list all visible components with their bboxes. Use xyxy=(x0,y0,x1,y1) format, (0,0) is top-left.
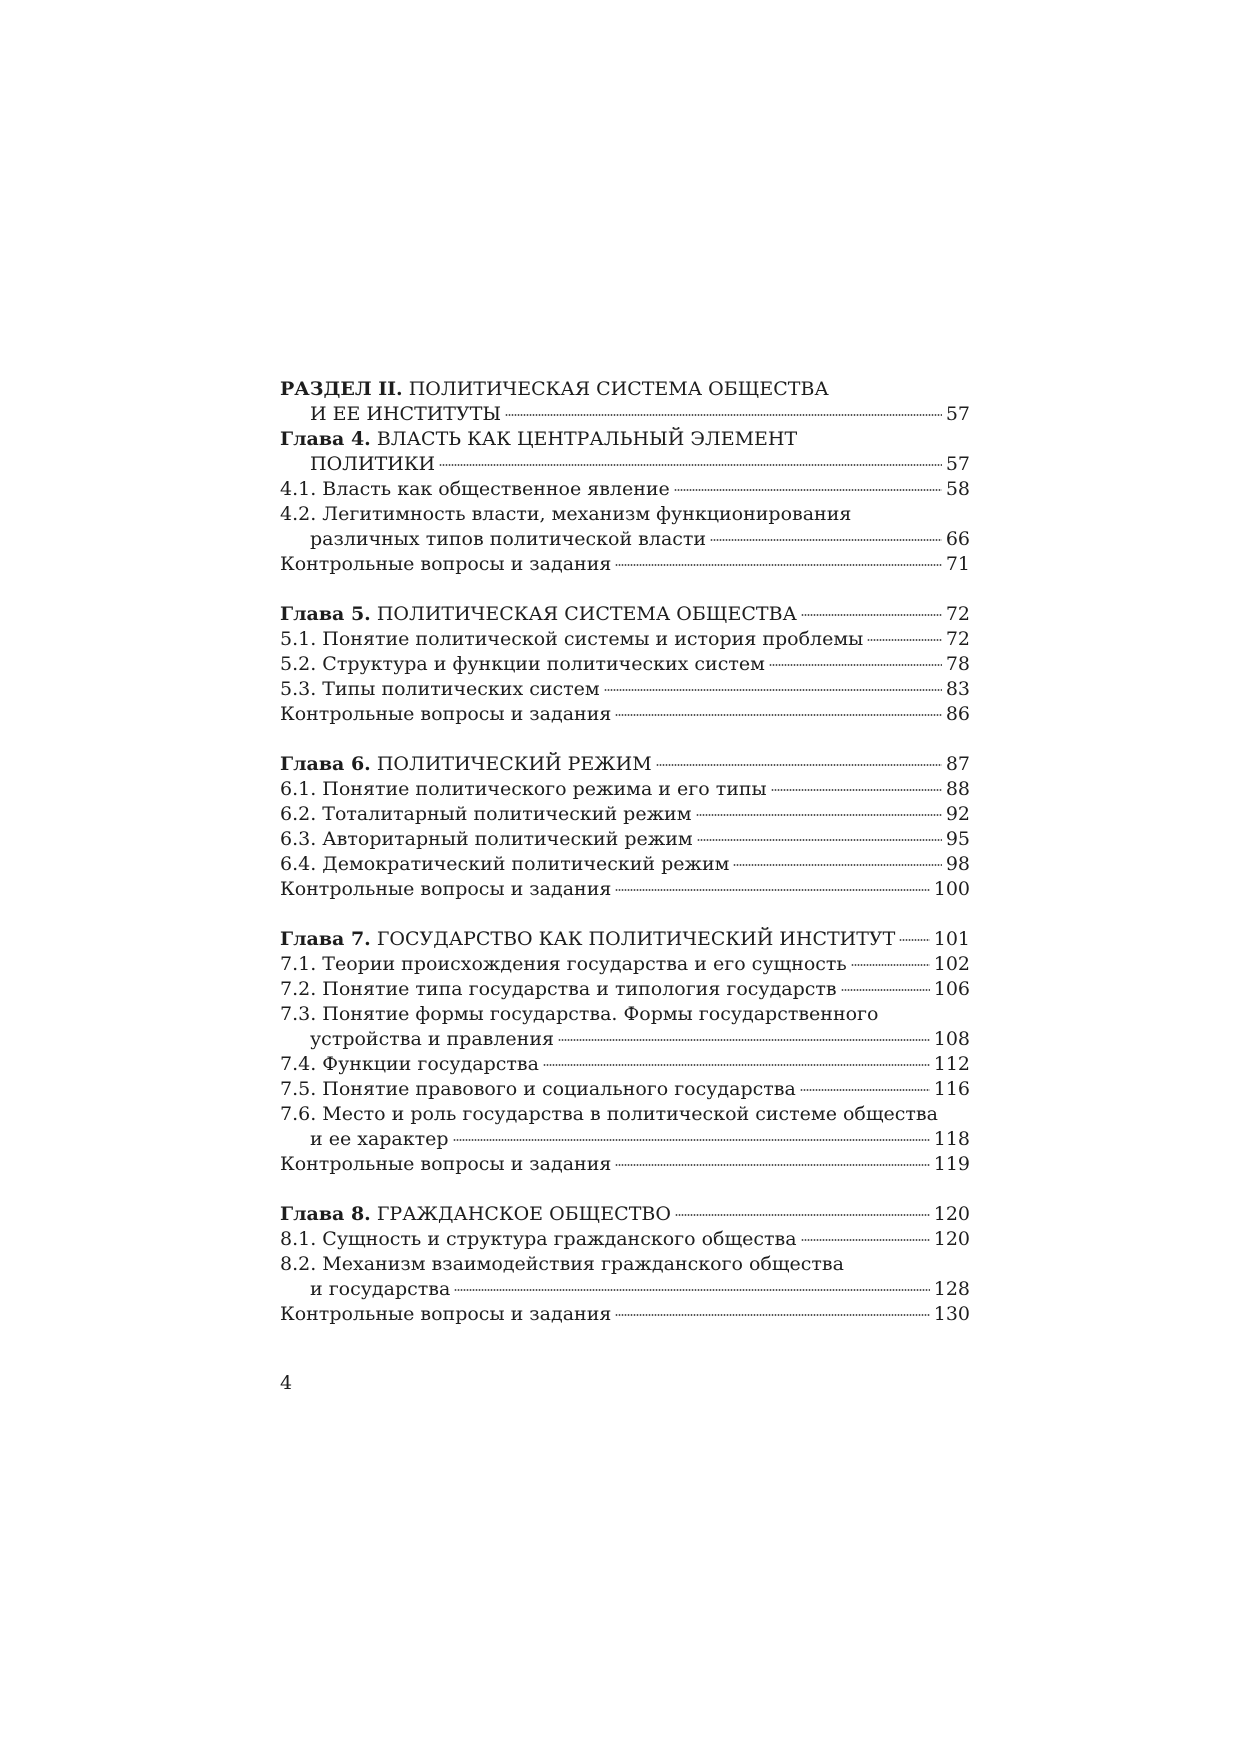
table-of-contents xyxy=(280,377,970,1352)
dot-leader xyxy=(771,789,942,791)
dot-leader xyxy=(675,1214,930,1216)
entry-title: 6.4. Демократический политический режим xyxy=(280,853,730,875)
page-ref[interactable]: 57 xyxy=(945,403,970,425)
chapter-heading xyxy=(280,427,970,452)
dot-leader xyxy=(841,989,930,991)
chapter-5-group xyxy=(280,602,970,727)
page-ref: 108 xyxy=(933,1028,970,1050)
section-2-group xyxy=(280,377,970,577)
page-ref: 100 xyxy=(933,878,970,900)
toc-entry-review[interactable] xyxy=(280,877,970,902)
dot-leader xyxy=(615,1164,929,1166)
page-ref: 128 xyxy=(933,1278,970,1300)
chapter-title-line1: ВЛАСТЬ КАК ЦЕНТРАЛЬНЫЙ ЭЛЕМЕНТ xyxy=(376,428,798,450)
dot-leader xyxy=(674,489,942,491)
chapter-7-group xyxy=(280,927,970,1177)
page-ref: 92 xyxy=(945,803,970,825)
entry-title-line1: 7.6. Место и роль государства в политической системе общества xyxy=(280,1103,938,1125)
entry-title: 7.4. Функции государства xyxy=(280,1053,539,1075)
entry-title: 7.1. Теории происхождения государства и его сущность xyxy=(280,953,847,975)
dot-leader xyxy=(604,689,942,691)
toc-entry[interactable] xyxy=(280,1252,970,1277)
dot-leader xyxy=(696,814,942,816)
entry-title: 5.1. Понятие политической системы и история проблемы xyxy=(280,628,864,650)
chapter-heading-cont xyxy=(280,452,970,477)
page-ref: 95 xyxy=(945,828,970,850)
page-ref: 116 xyxy=(933,1078,970,1100)
dot-leader xyxy=(710,539,942,541)
toc-entry[interactable] xyxy=(280,477,970,502)
page-ref: 119 xyxy=(933,1153,970,1175)
page-ref: 112 xyxy=(933,1053,970,1075)
section-label: РАЗДЕЛ II. xyxy=(280,378,403,400)
page-ref[interactable]: 57 xyxy=(945,453,970,475)
chapter-label: Глава 7. xyxy=(280,928,371,950)
entry-title: 7.2. Понятие типа государства и типология государств xyxy=(280,978,837,1000)
dot-leader xyxy=(615,1314,929,1316)
page-ref: 118 xyxy=(933,1128,970,1150)
entry-title-line1: 7.3. Понятие формы государства. Формы государственного xyxy=(280,1003,879,1025)
dot-leader xyxy=(615,714,941,716)
page-ref: 58 xyxy=(945,478,970,500)
entry-title: 5.2. Структура и функции политических систем xyxy=(280,653,765,675)
chapter-title: ГРАЖДАНСКОЕ ОБЩЕСТВО xyxy=(376,1203,671,1225)
dot-leader xyxy=(697,839,942,841)
dot-leader xyxy=(439,464,942,466)
page-ref: 86 xyxy=(945,703,970,725)
entry-title: 5.3. Типы политических систем xyxy=(280,678,600,700)
toc-entry-review[interactable] xyxy=(280,1152,970,1177)
dot-leader xyxy=(769,664,942,666)
page-ref: 106 xyxy=(933,978,970,1000)
entry-title-line2: различных типов политической власти xyxy=(310,528,707,550)
entry-title: 4.1. Власть как общественное явление xyxy=(280,478,670,500)
toc-entry[interactable] xyxy=(280,1052,970,1077)
entry-title: 6.1. Понятие политического режима и его типы xyxy=(280,778,767,800)
toc-entry-review[interactable] xyxy=(280,552,970,577)
entry-title: 6.2. Тоталитарный политический режим xyxy=(280,803,692,825)
chapter-heading[interactable] xyxy=(280,1202,970,1227)
toc-entry-cont[interactable] xyxy=(280,1277,970,1302)
section-heading-cont xyxy=(280,402,970,427)
chapter-title: ПОЛИТИЧЕСКИЙ РЕЖИМ xyxy=(376,753,652,775)
toc-entry[interactable] xyxy=(280,502,970,527)
dot-leader xyxy=(543,1064,930,1066)
page-number: 4 xyxy=(280,1372,293,1394)
page-ref: 66 xyxy=(945,528,970,550)
chapter-label: Глава 5. xyxy=(280,603,371,625)
toc-entry-cont[interactable] xyxy=(280,1027,970,1052)
toc-entry[interactable] xyxy=(280,802,970,827)
dot-leader xyxy=(800,1089,930,1091)
dot-leader xyxy=(558,1039,930,1041)
chapter-8-group xyxy=(280,1202,970,1327)
entry-title-line2: и государства xyxy=(310,1278,451,1300)
dot-leader xyxy=(733,864,941,866)
dot-leader xyxy=(851,964,930,966)
chapter-label: Глава 8. xyxy=(280,1203,371,1225)
page-ref: 120 xyxy=(933,1203,970,1225)
entry-title: 8.1. Сущность и структура гражданского общества xyxy=(280,1228,797,1250)
section-title-line2: И ЕЕ ИНСТИТУТЫ xyxy=(310,403,502,425)
chapter-title-line2: ПОЛИТИКИ xyxy=(310,453,436,475)
chapter-title: ПОЛИТИЧЕСКАЯ СИСТЕМА ОБЩЕСТВА xyxy=(376,603,797,625)
page-ref: 78 xyxy=(945,653,970,675)
chapter-heading[interactable] xyxy=(280,927,970,952)
toc-entry[interactable] xyxy=(280,1002,970,1027)
entry-title: Контрольные вопросы и задания xyxy=(280,553,612,575)
toc-entry[interactable] xyxy=(280,652,970,677)
dot-leader xyxy=(801,614,942,616)
dot-leader xyxy=(505,414,942,416)
page-ref: 87 xyxy=(945,753,970,775)
toc-entry[interactable] xyxy=(280,1227,970,1252)
page-ref: 72 xyxy=(945,603,970,625)
dot-leader xyxy=(454,1289,929,1291)
entry-title-line2: и ее характер xyxy=(310,1128,449,1150)
chapter-6-group xyxy=(280,752,970,902)
toc-entry-cont[interactable] xyxy=(280,527,970,552)
entry-title: 6.3. Авторитарный политический режим xyxy=(280,828,693,850)
page-ref: 130 xyxy=(933,1303,970,1325)
toc-entry[interactable] xyxy=(280,977,970,1002)
entry-title: Контрольные вопросы и задания xyxy=(280,1303,612,1325)
page-ref: 120 xyxy=(933,1228,970,1250)
page-ref: 72 xyxy=(945,628,970,650)
chapter-title: ГОСУДАРСТВО КАК ПОЛИТИЧЕСКИЙ ИНСТИТУТ xyxy=(376,928,896,950)
dot-leader xyxy=(867,639,942,641)
chapter-label: Глава 4. xyxy=(280,428,371,450)
entry-title-line2: устройства и правления xyxy=(310,1028,554,1050)
dot-leader xyxy=(801,1239,930,1241)
page-ref: 88 xyxy=(945,778,970,800)
toc-entry[interactable] xyxy=(280,777,970,802)
page-ref: 83 xyxy=(945,678,970,700)
entry-title: Контрольные вопросы и задания xyxy=(280,878,612,900)
toc-entry-review[interactable] xyxy=(280,702,970,727)
dot-leader xyxy=(656,764,942,766)
toc-entry[interactable] xyxy=(280,1102,970,1127)
entry-title: 7.5. Понятие правового и социального государства xyxy=(280,1078,796,1100)
dot-leader xyxy=(453,1139,930,1141)
page-ref: 71 xyxy=(945,553,970,575)
page-ref: 98 xyxy=(945,853,970,875)
toc-entry[interactable] xyxy=(280,952,970,977)
entry-title: Контрольные вопросы и задания xyxy=(280,703,612,725)
chapter-label: Глава 6. xyxy=(280,753,371,775)
chapter-heading[interactable] xyxy=(280,602,970,627)
entry-title: Контрольные вопросы и задания xyxy=(280,1153,612,1175)
dot-leader xyxy=(615,889,929,891)
toc-entry[interactable] xyxy=(280,677,970,702)
toc-entry[interactable] xyxy=(280,827,970,852)
page-ref: 101 xyxy=(933,928,970,950)
toc-entry[interactable] xyxy=(280,627,970,652)
toc-entry[interactable] xyxy=(280,852,970,877)
toc-entry-review[interactable] xyxy=(280,1302,970,1327)
section-heading xyxy=(280,377,970,402)
dot-leader xyxy=(615,564,941,566)
entry-title-line1: 8.2. Механизм взаимодействия гражданского общества xyxy=(280,1253,844,1275)
dot-leader xyxy=(899,939,929,941)
section-title-line1: ПОЛИТИЧЕСКАЯ СИСТЕМА ОБЩЕСТВА xyxy=(408,378,829,400)
page-ref: 102 xyxy=(933,953,970,975)
toc-entry[interactable] xyxy=(280,1077,970,1102)
chapter-heading[interactable] xyxy=(280,752,970,777)
entry-title-line1: 4.2. Легитимность власти, механизм функционирования xyxy=(280,503,852,525)
toc-entry-cont[interactable] xyxy=(280,1127,970,1152)
